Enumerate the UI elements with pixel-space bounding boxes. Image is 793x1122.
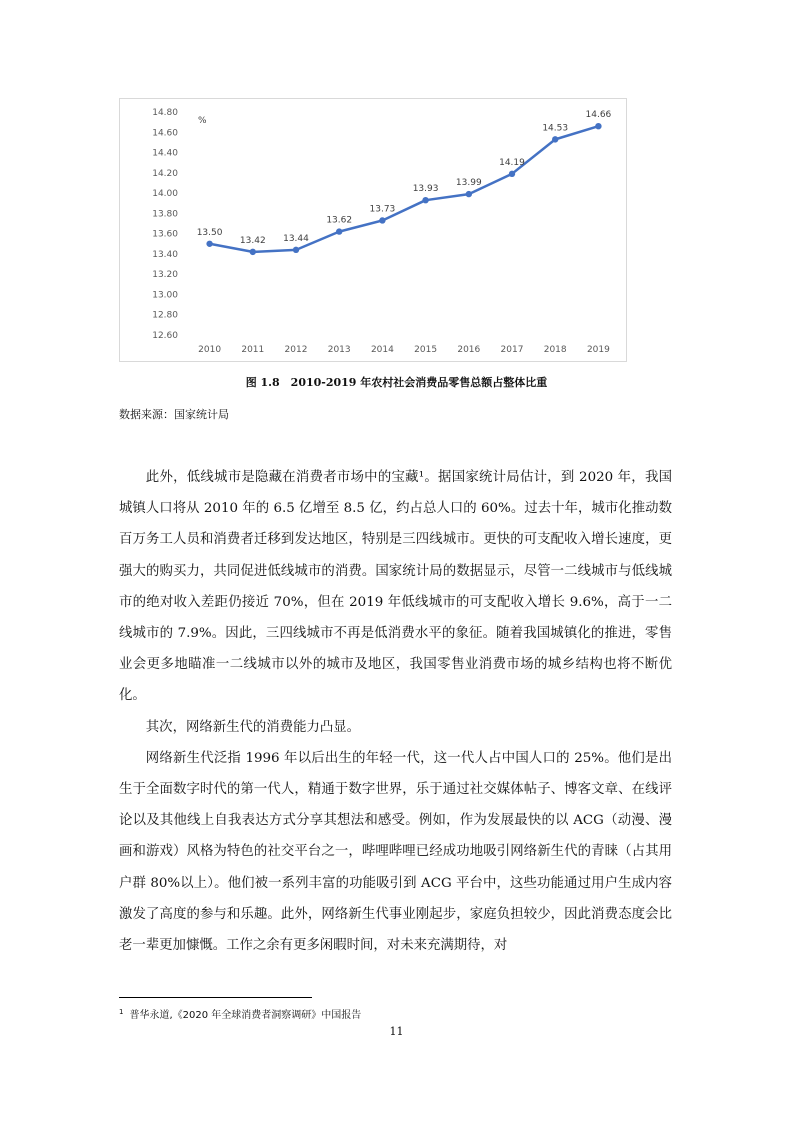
data-point: [422, 197, 428, 203]
figure-caption: 图 1.8 2010-2019 年农村社会消费品零售总额占整体比重: [245, 376, 548, 389]
unit-label: %: [198, 116, 207, 126]
y-tick-label: 13.00: [152, 290, 178, 301]
x-tick-label: 2011: [241, 345, 265, 355]
x-tick-label: 2013: [327, 345, 351, 355]
x-tick-label: 2018: [543, 345, 567, 355]
y-tick-label: 13.60: [152, 229, 178, 240]
x-tick-label: 2016: [457, 345, 481, 355]
x-tick-label: 2017: [500, 345, 524, 355]
data-point: [379, 217, 385, 223]
data-label: 14.53: [542, 123, 569, 134]
page-number: 11: [389, 1025, 404, 1038]
line-chart: [119, 98, 627, 362]
data-point: [336, 228, 342, 234]
series-line: [210, 126, 599, 252]
data-point: [509, 171, 515, 177]
y-tick-label: 14.60: [152, 128, 178, 139]
data-label: 13.62: [326, 215, 353, 226]
paragraph: 网络新生代泛指 1996 年以后出生的年轻一代，这一代人占中国人口的 25%。他们是出生于全面数字时代的第一代人，精通于数字世界，乐于通过社交媒体帖子、博客文章、在线评论以及其他线上自我表达方式分享其想法和感受。例如，作为发展最快的以 ACG（动漫、漫画和游戏）风格为特色的社交平台之一，哔哩哔哩已经成功地吸引网络新生代的青睐（占其用户群 80%以上）。他们被一系列丰富的功能吸引到 ACG 平台中，这些功能通过用户生成内容激发了高度的参与和乐趣。此外，网络新生代事业刚起步，家庭负担较少，因此消费态度会比老一辈更加慷慨。工作之余有更多闲暇时间，对未来充满期待，对: [119, 750, 672, 954]
data-label: 13.93: [412, 184, 439, 195]
data-label: 13.50: [196, 227, 223, 238]
footnote-marker: 1: [119, 1007, 124, 1016]
x-tick-label: 2012: [284, 345, 308, 355]
footnote-text: 普华永道,《2020 年全球消费者洞察调研》中国报告: [129, 1010, 362, 1021]
data-point: [293, 247, 299, 253]
y-tick-label: 12.60: [152, 331, 178, 341]
data-point: [206, 241, 212, 247]
data-label: 13.44: [283, 233, 309, 244]
data-label: 14.66: [585, 110, 612, 121]
x-tick-label: 2019: [586, 345, 610, 355]
data-point: [466, 191, 472, 197]
footnote-rule: [119, 997, 312, 998]
chart-svg: [120, 99, 626, 361]
y-tick-label: 13.40: [152, 249, 178, 260]
data-label: 13.73: [369, 204, 396, 215]
footnote: [119, 1006, 361, 1021]
x-tick-label: 2014: [370, 345, 394, 355]
data-point: [250, 249, 256, 255]
y-tick-label: 14.20: [152, 168, 178, 179]
y-tick-label: 14.80: [152, 108, 178, 118]
paragraph: 其次，网络新生代的消费能力凸显。: [145, 719, 361, 735]
data-point: [595, 123, 601, 129]
data-label: 14.19: [499, 157, 525, 168]
y-tick-label: 14.40: [152, 148, 178, 159]
y-tick-label: 13.80: [152, 209, 178, 220]
data-label: 13.99: [455, 178, 482, 189]
x-tick-label: 2015: [414, 345, 438, 355]
y-tick-label: 12.80: [152, 310, 178, 321]
data-source: 数据来源：国家统计局: [119, 408, 229, 421]
data-label: 13.42: [239, 235, 266, 246]
y-tick-label: 14.00: [152, 189, 178, 200]
data-point: [552, 136, 558, 142]
y-tick-label: 13.20: [152, 270, 178, 281]
body-text: [119, 462, 672, 961]
x-tick-label: 2010: [198, 345, 222, 355]
paragraph: 此外，低线城市是隐藏在消费者市场中的宝藏¹。据国家统计局估计，到 2020 年，我国城镇人口将从 2010 年的 6.5 亿增至 8.5 亿，约占总人口的 60%。过去十年，城市化推动数百万务工人员和消费者迁移到发达地区，特别是三四线城市。更快的可支配收入增长速度，更强大的购买力，共同促进低线城市的消费。国家统计局的数据显示，尽管一二线城市与低线城市的绝对收入差距仍接近 70%，但在 2019 年低线城市的可支配收入增长 9.6%，高于一二线城市的 7.9%。因此，三四线城市不再是低消费水平的象征。随着我国城镇化的推进，零售业会更多地瞄准一二线城市以外的城市及地区，我国零售业消费市场的城乡结构也将不断优化。: [119, 470, 672, 704]
